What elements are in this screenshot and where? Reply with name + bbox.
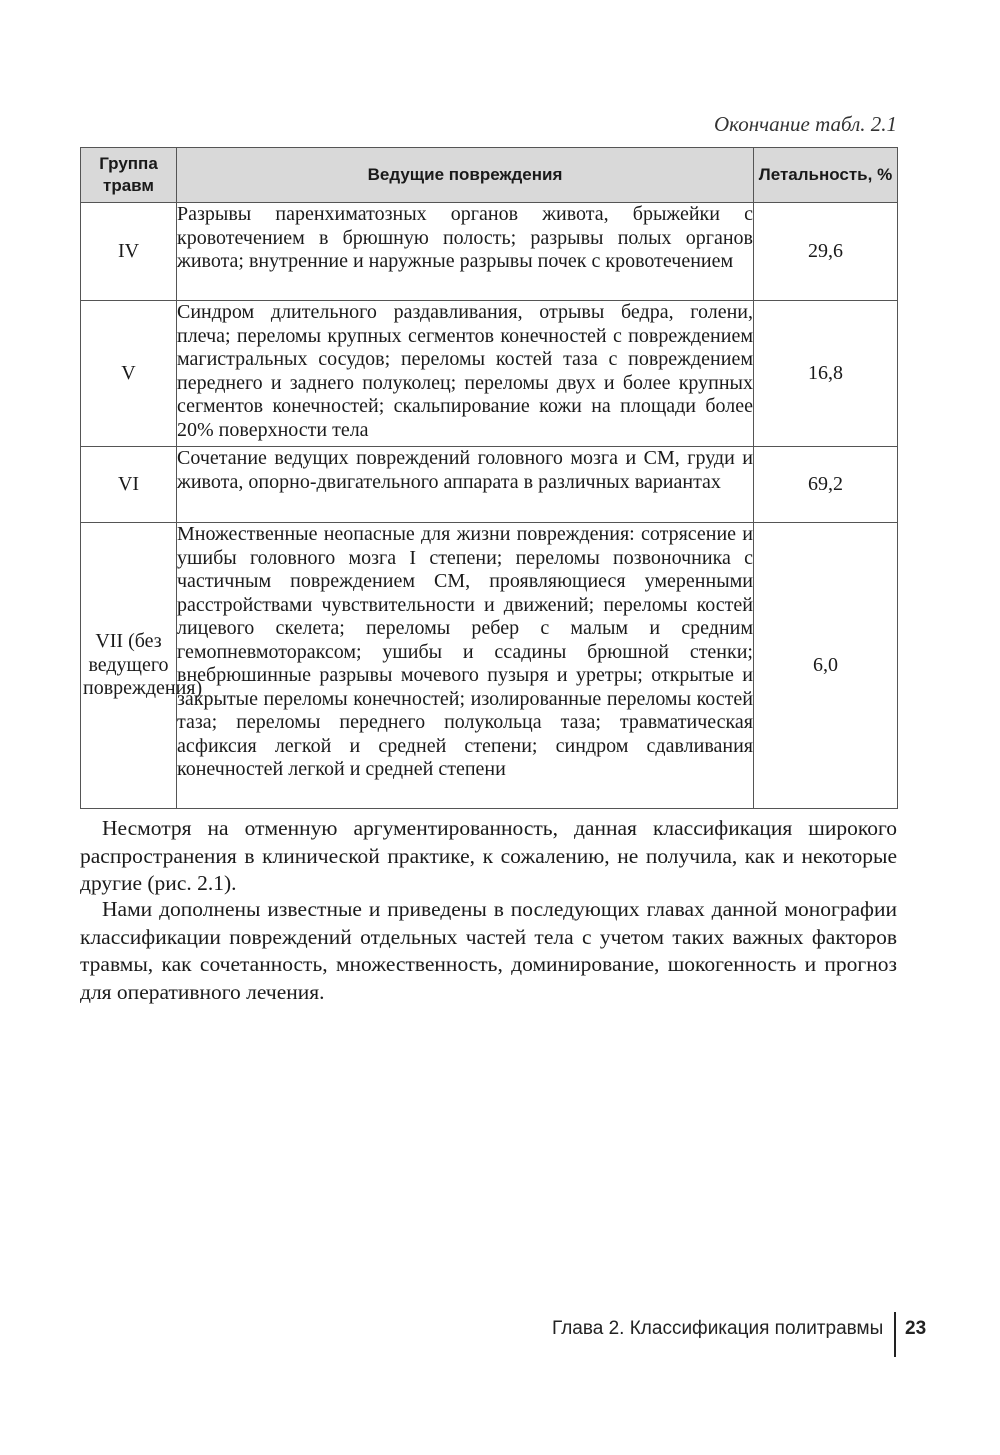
footer-divider — [894, 1312, 896, 1357]
running-footer-chapter: Глава 2. Классификация политравмы — [552, 1318, 884, 1339]
table-caption: Окончание табл. 2.1 — [714, 112, 897, 136]
group-cell: IV — [81, 203, 177, 301]
injuries-cell: Разрывы паренхиматозных органов живота, брыжейки с кровотечением в брюшную полость; разрывы полых органов живота; внутренние и наружные разрывы почек с кровотечением — [177, 203, 754, 301]
header-lethality: Летальность, % — [754, 148, 898, 203]
table-row — [81, 523, 898, 809]
injuries-cell: Множественные неопасные для жизни повреждения: сотрясение и ушибы головного мозга I степени; переломы позвоночника с частичным повреждением СМ, проявляющиеся умеренными расстройствами чувствительности и движений; переломы костей лицевого скелета; переломы ребер с малым и средним гемопневмотораксом; ушибы и ссадины брюшной стенки; внебрюшинные разрывы мочевого пузыря и уретры; открытые и закрытые переломы конечностей; изолированные переломы костей таза; переломы переднего полукольца таза; травматическая асфиксия легкой и средней степени; синдром сдавливания конечностей легкой и средней степени — [177, 523, 754, 809]
table-row — [81, 447, 898, 523]
injuries-cell: Синдром длительного раздавливания, отрывы бедра, голени, плеча; переломы крупных сегментов конечностей с повреждением магистральных сосудов; переломы костей таза с повреждением переднего и заднего полуколец; переломы двух и более крупных сегментов конечностей; скальпирование кожи на площади более 20% поверхности тела — [177, 301, 754, 447]
body-paragraph-1: Несмотря на отменную аргументированность, данная классификация широкого распространения в клинической практике, к сожалению, не получила, как и некоторые другие (рис. 2.1). — [80, 816, 897, 895]
lethality-cell: 16,8 — [754, 301, 898, 447]
body-paragraph-2: Нами дополнены известные и приведены в последующих главах данной монографии классификации повреждений отдельных частей тела с учетом таких важных факторов травмы, как сочетанность, множественность, доминирование, шокогенность и прогноз для оперативного лечения. — [80, 897, 897, 1004]
table-header-row — [81, 148, 898, 203]
lethality-cell: 29,6 — [754, 203, 898, 301]
header-group: Группа травм — [81, 148, 177, 203]
group-cell: VI — [81, 447, 177, 523]
header-injuries: Ведущие повреждения — [177, 148, 754, 203]
injuries-cell: Сочетание ведущих повреждений головного мозга и СМ, груди и живота, опорно-двигательного аппарата в различных вариантах — [177, 447, 754, 523]
lethality-cell: 6,0 — [754, 523, 898, 809]
group-cell: VII (без ведущего повреждения) — [81, 523, 177, 809]
lethality-cell: 69,2 — [754, 447, 898, 523]
group-cell: V — [81, 301, 177, 447]
page-number: 23 — [905, 1318, 927, 1339]
injury-groups-table — [80, 147, 898, 809]
table-row — [81, 301, 898, 447]
table-row — [81, 203, 898, 301]
